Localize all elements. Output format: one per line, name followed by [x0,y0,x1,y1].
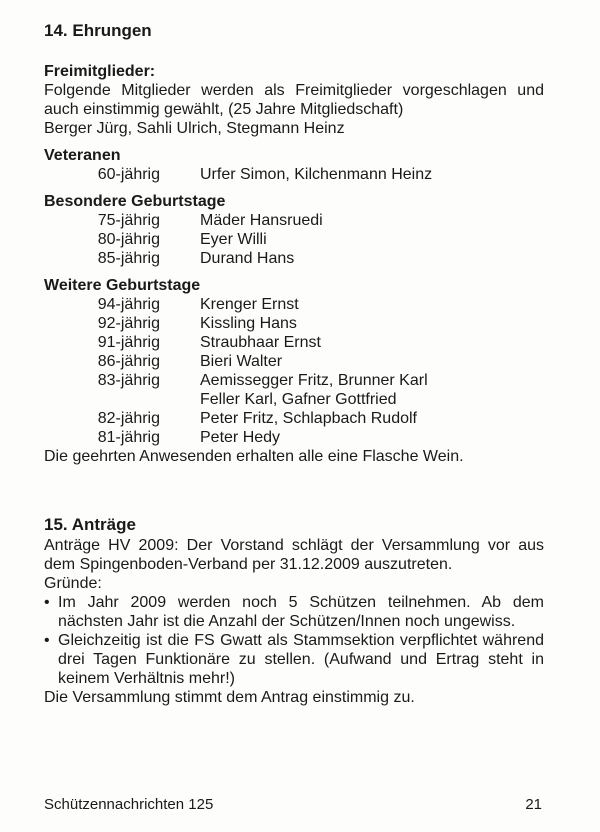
bullet-icon: • [44,594,50,611]
entry-age: 94-jährig [97,296,160,313]
page-number: 21 [525,796,542,813]
list-item [44,390,544,409]
list-item [44,211,544,230]
entry-age: 85-jährig [97,250,160,267]
freimitglieder-names: Berger Jürg, Sahli Ulrich, Stegmann Heinz [44,120,345,137]
list-item [44,165,544,184]
freimitglieder-text: Folgende Mitglieder werden als Freimitglieder vorgeschlagen und auch einstimmig gewählt, (25 Jahre Mitgliedschaft) [44,82,544,118]
list-item [44,352,544,371]
entry-age: 81-jährig [97,429,160,446]
list-item [44,371,544,390]
gruende-label: Gründe: [44,575,102,592]
section-14-heading: 14. Ehrungen [44,21,152,40]
entry-age [44,390,160,409]
entry-names: Kissling Hans [200,315,297,332]
publication-title: Schützennachrichten 125 [44,796,214,813]
entry-age: 92-jährig [97,315,160,332]
page-content [44,20,544,707]
entry-age: 75-jährig [97,212,160,229]
entry-names: Eyer Willi [200,231,267,248]
entry-names: Durand Hans [200,250,295,267]
list-item [44,295,544,314]
entry-names: Mäder Hansruedi [200,212,323,229]
entry-age: 60-jährig [97,166,160,183]
ehrungen-closing: Die geehrten Anwesenden erhalten alle eine Flasche Wein. [44,448,464,465]
weitere-geburtstage-title: Weitere Geburtstage [44,277,201,294]
bullet-text: Im Jahr 2009 werden noch 5 Schützen teilnehmen. Ab dem nächsten Jahr ist die Anzahl der Schützen/Innen noch ungewiss. [58,594,544,630]
entry-age: 91-jährig [97,334,160,351]
antraege-closing: Die Versammlung stimmt dem Antrag einstimmig zu. [44,689,415,706]
bullet-icon: • [44,632,50,649]
list-item [44,428,544,447]
entry-names: Straubhaar Ernst [200,334,321,351]
entry-names: Peter Hedy [200,429,281,446]
entry-names: Krenger Ernst [200,296,299,313]
entry-names: Urfer Simon, Kilchenmann Heinz [200,166,433,183]
list-item [44,631,544,688]
list-item [44,230,544,249]
page-footer [44,796,542,813]
entry-names: Bieri Walter [200,353,283,370]
entry-names: Feller Karl, Gafner Gottfried [200,391,397,408]
antraege-intro: Anträge HV 2009: Der Vorstand schlägt der Versammlung vor aus dem Spingenboden-Verband per 31.12.2009 auszutreten. [44,537,544,573]
bullet-text: Gleichzeitig ist die FS Gwatt als Stammsektion verpflichtet während drei Tagen Funktionäre zu stellen. (Aufwand und Ertrag steht in keinem Verhältnis mehr!) [58,632,544,687]
entry-names: Aemissegger Fritz, Brunner Karl [200,372,428,389]
freimitglieder-title: Freimitglieder: [44,63,156,80]
entry-age: 82-jährig [97,410,160,427]
entry-names: Peter Fritz, Schlapbach Rudolf [200,410,417,427]
weitere-geburtstage-list [44,295,544,447]
section-15-heading: 15. Anträge [44,515,136,534]
veteranen-list [44,165,544,184]
list-item [44,249,544,268]
besondere-geburtstage-list [44,211,544,268]
entry-age: 83-jährig [97,372,160,389]
list-item [44,314,544,333]
entry-age: 80-jährig [97,231,160,248]
list-item [44,333,544,352]
entry-age: 86-jährig [97,353,160,370]
gruende-list [44,593,544,688]
veteranen-title: Veteranen [44,147,121,164]
list-item [44,593,544,631]
besondere-geburtstage-title: Besondere Geburtstage [44,193,226,210]
list-item [44,409,544,428]
